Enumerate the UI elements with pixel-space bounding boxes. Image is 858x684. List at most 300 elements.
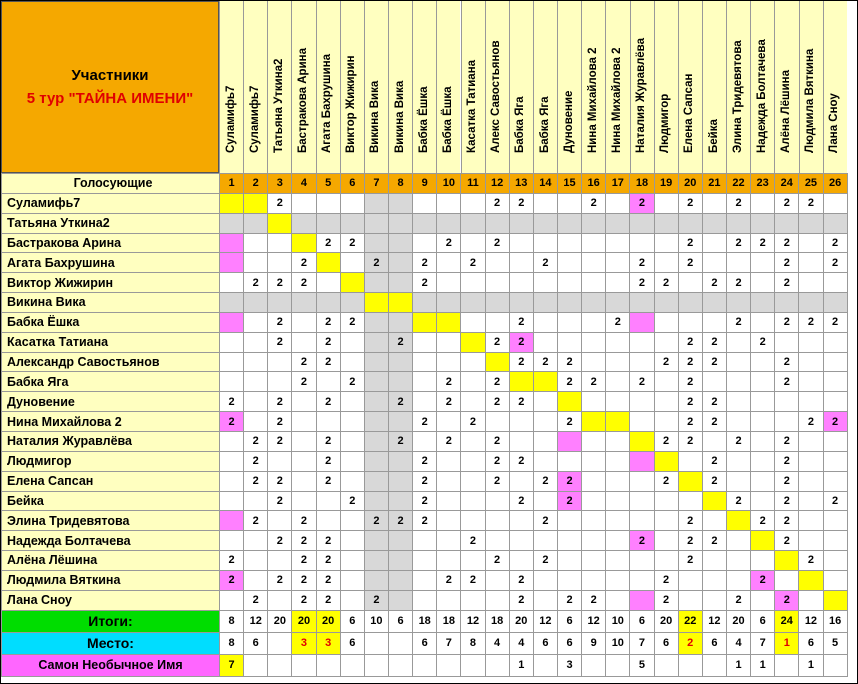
vote-cell: [702, 233, 726, 253]
round-subtitle: 5 тур "ТАЙНА ИМЕНИ": [26, 90, 194, 107]
vote-cell: [364, 213, 388, 233]
column-number: 17: [606, 174, 630, 194]
vote-cell: [823, 372, 847, 392]
vote-cell: 2: [340, 372, 364, 392]
place-cell: 9: [582, 632, 606, 654]
vote-cell: 2: [292, 372, 316, 392]
vote-cell: [316, 412, 340, 432]
vote-cell: [388, 273, 412, 293]
place-cell: 3: [292, 632, 316, 654]
vote-cell: [316, 511, 340, 531]
vote-cell: 2: [316, 471, 340, 491]
vote-cell: 2: [268, 273, 292, 293]
vote-cell: 2: [485, 431, 509, 451]
vote-cell: 2: [509, 392, 533, 412]
vote-cell: [413, 332, 437, 352]
vote-cell: 2: [244, 511, 268, 531]
vote-cell: [485, 491, 509, 511]
vote-cell: [244, 332, 268, 352]
vote-cell: [220, 193, 244, 213]
total-cell: 10: [364, 610, 388, 632]
vote-cell: [509, 471, 533, 491]
voters-label: Голосующие: [2, 174, 220, 194]
vote-cell: 2: [678, 352, 702, 372]
vote-cell: [364, 293, 388, 313]
vote-cell: 2: [485, 551, 509, 571]
vote-cell: [678, 293, 702, 313]
column-number: 8: [388, 174, 412, 194]
vote-cell: 2: [702, 392, 726, 412]
vote-cell: 2: [702, 332, 726, 352]
vote-cell: [823, 213, 847, 233]
vote-cell: [726, 511, 750, 531]
place-cell: 6: [340, 632, 364, 654]
total-cell: 12: [799, 610, 823, 632]
vote-cell: [388, 352, 412, 372]
vote-cell: [220, 451, 244, 471]
vote-cell: [340, 273, 364, 293]
vote-cell: [823, 193, 847, 213]
vote-cell: 2: [485, 372, 509, 392]
vote-cell: [292, 431, 316, 451]
vote-cell: 2: [678, 193, 702, 213]
vote-cell: [461, 590, 485, 610]
vote-cell: 2: [268, 431, 292, 451]
vote-cell: [244, 570, 268, 590]
vote-cell: [292, 451, 316, 471]
vote-cell: [751, 471, 775, 491]
vote-cell: 2: [413, 471, 437, 491]
vote-cell: [823, 352, 847, 372]
participant-name: Бабка Яга: [538, 96, 551, 153]
total-cell: 12: [244, 610, 268, 632]
vote-cell: 2: [509, 332, 533, 352]
participant-header: [557, 1, 581, 173]
samon-cell: 3: [557, 654, 581, 676]
vote-cell: 2: [654, 590, 678, 610]
vote-cell: [775, 213, 799, 233]
place-cell: 6: [244, 632, 268, 654]
vote-cell: 2: [533, 253, 557, 273]
vote-cell: [823, 551, 847, 571]
vote-cell: [509, 431, 533, 451]
vote-cell: 2: [726, 312, 750, 332]
vote-cell: [340, 193, 364, 213]
vote-cell: 2: [775, 511, 799, 531]
vote-cell: [557, 392, 581, 412]
vote-cell: [292, 193, 316, 213]
voter-name: Бабка Яга: [2, 372, 220, 392]
vote-cell: 2: [606, 312, 630, 332]
vote-cell: [340, 471, 364, 491]
vote-cell: [823, 451, 847, 471]
vote-cell: [751, 293, 775, 313]
vote-cell: [726, 293, 750, 313]
vote-cell: 2: [678, 551, 702, 571]
voter-name: Касатка Татиана: [2, 332, 220, 352]
voter-name: Элина Тридевятова: [2, 511, 220, 531]
voter-name: Бабка Ёшка: [2, 312, 220, 332]
vote-cell: [388, 233, 412, 253]
vote-cell: 2: [316, 590, 340, 610]
column-number: 9: [413, 174, 437, 194]
vote-cell: [437, 332, 461, 352]
vote-cell: 2: [509, 451, 533, 471]
total-cell: 18: [437, 610, 461, 632]
vote-cell: [388, 531, 412, 551]
participant-header: [630, 1, 654, 173]
voter-row: [2, 253, 848, 273]
vote-cell: 2: [654, 570, 678, 590]
vote-cell: [630, 511, 654, 531]
vote-cell: [316, 273, 340, 293]
vote-cell: [702, 253, 726, 273]
samon-cell: [292, 654, 316, 676]
vote-cell: [268, 511, 292, 531]
vote-cell: 2: [388, 332, 412, 352]
vote-cell: 2: [630, 253, 654, 273]
participant-name: Бабка Ёшка: [441, 86, 454, 153]
vote-cell: [364, 392, 388, 412]
vote-cell: [726, 332, 750, 352]
vote-cell: 2: [413, 412, 437, 432]
participant-name: Алёна Лёшина: [780, 69, 792, 153]
vote-cell: [678, 213, 702, 233]
vote-cell: [220, 531, 244, 551]
vote-cell: [413, 312, 437, 332]
vote-cell: [533, 312, 557, 332]
vote-cell: 2: [485, 233, 509, 253]
place-cell: 3: [316, 632, 340, 654]
vote-cell: 2: [533, 511, 557, 531]
vote-cell: [799, 273, 823, 293]
vote-cell: [413, 293, 437, 313]
total-cell: 16: [823, 610, 847, 632]
vote-cell: [823, 531, 847, 551]
vote-cell: [630, 491, 654, 511]
participant-name: Людмила Вяткина: [804, 48, 817, 153]
participant-header: [388, 1, 412, 173]
vote-cell: [606, 531, 630, 551]
vote-cell: 2: [220, 392, 244, 412]
vote-cell: [461, 491, 485, 511]
vote-cell: [485, 213, 509, 233]
participant-name: Суламифь7: [224, 85, 237, 153]
vote-cell: [244, 312, 268, 332]
vote-cell: [244, 531, 268, 551]
voter-row: [2, 193, 848, 213]
vote-cell: [413, 193, 437, 213]
vote-cell: [364, 233, 388, 253]
vote-cell: 2: [775, 590, 799, 610]
vote-cell: [485, 531, 509, 551]
vote-cell: [606, 332, 630, 352]
place-cell: 10: [606, 632, 630, 654]
vote-cell: 2: [702, 471, 726, 491]
vote-cell: [461, 372, 485, 392]
vote-cell: [340, 451, 364, 471]
vote-cell: [364, 431, 388, 451]
vote-cell: [388, 213, 412, 233]
vote-cell: [461, 213, 485, 233]
participant-name: Бастракова Арина: [297, 48, 309, 153]
samon-cell: [485, 654, 509, 676]
vote-cell: [557, 332, 581, 352]
vote-cell: [582, 392, 606, 412]
vote-cell: [702, 431, 726, 451]
vote-cell: [244, 372, 268, 392]
vote-cell: [340, 213, 364, 233]
vote-cell: [702, 511, 726, 531]
voter-name: Виктор Жижирин: [2, 273, 220, 293]
vote-cell: 2: [413, 253, 437, 273]
vote-cell: 2: [678, 233, 702, 253]
vote-cell: 2: [775, 372, 799, 392]
vote-cell: [461, 332, 485, 352]
vote-cell: [437, 491, 461, 511]
vote-cell: [630, 412, 654, 432]
voter-name: Татьяна Уткина2: [2, 213, 220, 233]
vote-cell: 2: [316, 551, 340, 571]
participant-header: [654, 1, 678, 173]
vote-cell: 2: [244, 451, 268, 471]
column-number: 21: [702, 174, 726, 194]
places-row: [2, 632, 848, 654]
voter-row: [2, 451, 848, 471]
vote-cell: 2: [292, 570, 316, 590]
voter-row: [2, 570, 848, 590]
vote-cell: [775, 570, 799, 590]
vote-cell: [654, 491, 678, 511]
vote-cell: [292, 491, 316, 511]
vote-cell: 2: [678, 332, 702, 352]
vote-cell: 2: [461, 570, 485, 590]
vote-cell: 2: [654, 431, 678, 451]
voter-row: [2, 551, 848, 571]
vote-cell: 2: [678, 412, 702, 432]
vote-cell: [606, 412, 630, 432]
total-cell: 12: [702, 610, 726, 632]
vote-cell: 2: [509, 590, 533, 610]
vote-cell: 2: [823, 491, 847, 511]
column-number: 11: [461, 174, 485, 194]
vote-cell: [726, 531, 750, 551]
vote-cell: [220, 431, 244, 451]
vote-cell: [340, 352, 364, 372]
vote-cell: [726, 551, 750, 571]
vote-cell: [364, 332, 388, 352]
vote-cell: [220, 590, 244, 610]
vote-cell: [533, 233, 557, 253]
place-cell: [364, 632, 388, 654]
vote-cell: [606, 293, 630, 313]
vote-cell: [533, 431, 557, 451]
participant-name: Бейка: [707, 119, 720, 153]
vote-cell: [751, 372, 775, 392]
vote-cell: 2: [292, 273, 316, 293]
participant-header: [581, 1, 605, 173]
vote-cell: [268, 293, 292, 313]
vote-cell: 2: [726, 273, 750, 293]
voter-name: Агата Бахрушина: [2, 253, 220, 273]
place-cell: [268, 632, 292, 654]
vote-cell: 2: [823, 253, 847, 273]
samon-cell: [606, 654, 630, 676]
total-cell: 6: [340, 610, 364, 632]
total-cell: 8: [220, 610, 244, 632]
vote-cell: 2: [509, 312, 533, 332]
vote-cell: [823, 511, 847, 531]
total-cell: 22: [678, 610, 702, 632]
voter-row: [2, 531, 848, 551]
voter-name: Людмигор: [2, 451, 220, 471]
vote-cell: [678, 491, 702, 511]
vote-cell: [557, 511, 581, 531]
place-cell: 4: [509, 632, 533, 654]
vote-cell: [606, 213, 630, 233]
vote-cell: [582, 273, 606, 293]
vote-cell: [654, 511, 678, 531]
samon-cell: [461, 654, 485, 676]
vote-cell: [244, 213, 268, 233]
vote-cell: [268, 233, 292, 253]
vote-cell: [461, 273, 485, 293]
column-number: 3: [268, 174, 292, 194]
total-cell: 18: [413, 610, 437, 632]
vote-cell: [751, 213, 775, 233]
vote-cell: [702, 551, 726, 571]
vote-cell: 2: [292, 511, 316, 531]
vote-cell: [654, 253, 678, 273]
vote-cell: [799, 332, 823, 352]
voter-row: [2, 332, 848, 352]
vote-cell: [244, 253, 268, 273]
vote-cell: [220, 253, 244, 273]
vote-cell: 2: [437, 392, 461, 412]
vote-cell: 2: [775, 193, 799, 213]
participant-name: Бабка Ёшка: [417, 86, 430, 153]
vote-cell: [461, 392, 485, 412]
vote-cell: [533, 392, 557, 412]
totals-label: Итоги:: [2, 610, 220, 632]
column-number: 24: [775, 174, 799, 194]
vote-cell: [268, 451, 292, 471]
voter-row: [2, 431, 848, 451]
vote-cell: 2: [775, 471, 799, 491]
vote-cell: [461, 471, 485, 491]
vote-cell: [799, 233, 823, 253]
vote-cell: 2: [268, 570, 292, 590]
vote-cell: 2: [268, 471, 292, 491]
voter-name: Лана Сноу: [2, 590, 220, 610]
vote-cell: [582, 531, 606, 551]
vote-cell: [388, 570, 412, 590]
vote-cell: [823, 273, 847, 293]
vote-cell: [751, 590, 775, 610]
vote-cell: 2: [413, 511, 437, 531]
voter-name: Алёна Лёшина: [2, 551, 220, 571]
vote-cell: [461, 551, 485, 571]
vote-cell: 2: [268, 412, 292, 432]
total-cell: 6: [751, 610, 775, 632]
vote-cell: [220, 471, 244, 491]
voter-row: [2, 491, 848, 511]
vote-cell: [678, 570, 702, 590]
place-cell: 8: [220, 632, 244, 654]
vote-cell: 2: [799, 412, 823, 432]
participant-header: [436, 1, 460, 173]
place-cell: 4: [485, 632, 509, 654]
vote-cell: 2: [364, 511, 388, 531]
vote-cell: [292, 233, 316, 253]
total-cell: 6: [388, 610, 412, 632]
vote-cell: [437, 511, 461, 531]
participant-header: [509, 1, 533, 173]
vote-cell: [220, 352, 244, 372]
vote-cell: 2: [533, 551, 557, 571]
vote-cell: [533, 213, 557, 233]
vote-cell: 2: [630, 193, 654, 213]
samon-cell: [413, 654, 437, 676]
participant-header: [485, 1, 509, 173]
place-cell: 7: [751, 632, 775, 654]
participant-name: Надежда Болтачева: [755, 39, 768, 153]
vote-cell: [292, 412, 316, 432]
column-number: 26: [823, 174, 847, 194]
vote-cell: [606, 511, 630, 531]
vote-cell: [413, 531, 437, 551]
vote-cell: [654, 372, 678, 392]
number-row: [2, 174, 848, 194]
vote-cell: [340, 293, 364, 313]
vote-cell: 2: [316, 431, 340, 451]
vote-cell: [340, 392, 364, 412]
vote-cell: [340, 511, 364, 531]
vote-cell: 2: [678, 372, 702, 392]
participant-name: Людмигор: [659, 93, 672, 153]
column-number: 10: [437, 174, 461, 194]
vote-cell: [630, 312, 654, 332]
vote-cell: [654, 193, 678, 213]
total-cell: 18: [485, 610, 509, 632]
vote-cell: [775, 412, 799, 432]
vote-cell: 2: [726, 431, 750, 451]
vote-cell: [533, 332, 557, 352]
participant-header: [726, 1, 750, 173]
total-cell: 10: [606, 610, 630, 632]
vote-cell: [799, 431, 823, 451]
vote-cell: [702, 372, 726, 392]
total-cell: 20: [726, 610, 750, 632]
vote-cell: [364, 273, 388, 293]
vote-cell: [461, 511, 485, 531]
place-cell: 8: [461, 632, 485, 654]
voter-row: [2, 590, 848, 610]
vote-cell: 2: [292, 551, 316, 571]
vote-cell: 2: [388, 431, 412, 451]
vote-cell: [388, 590, 412, 610]
vote-cell: [726, 213, 750, 233]
vote-cell: [533, 491, 557, 511]
vote-cell: [582, 213, 606, 233]
column-number: 16: [582, 174, 606, 194]
vote-cell: [388, 253, 412, 273]
vote-cell: [582, 511, 606, 531]
participant-header: [340, 1, 364, 173]
total-cell: 20: [292, 610, 316, 632]
vote-cell: [316, 193, 340, 213]
participant-header: [243, 1, 267, 173]
